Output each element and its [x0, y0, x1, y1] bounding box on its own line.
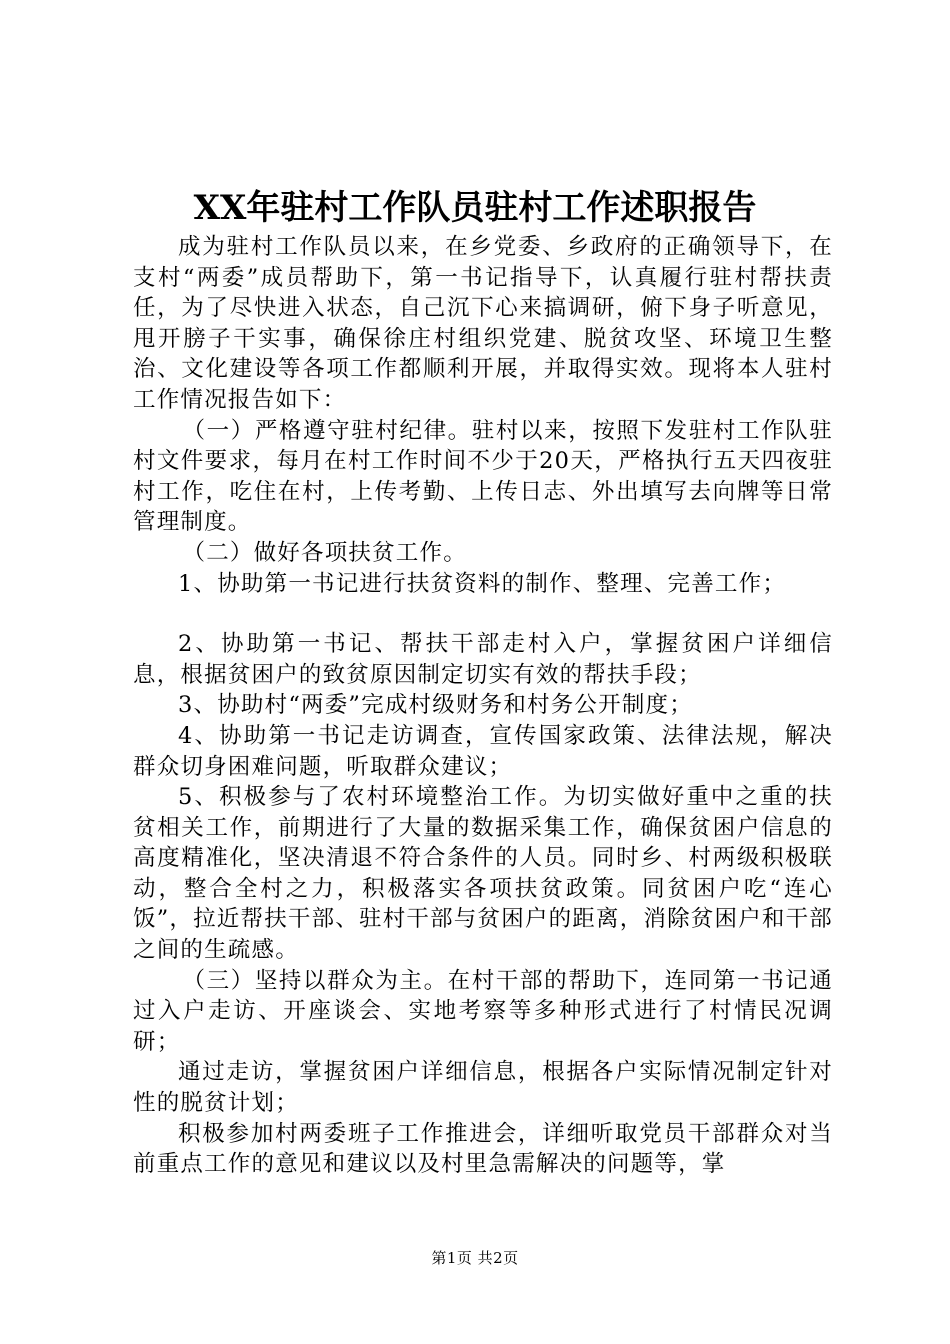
visit-paragraph: 通过走访，掌握贫困户详细信息，根据各户实际情况制定针对性的脱贫计划；: [133, 1059, 833, 1117]
list-item-5: 5、积极参与了农村环境整治工作。为切实做好重中之重的扶贫相关工作，前期进行了大量的数据采集工作，确保贫困户信息的高度精准化，坚决清退不符合条件的人员。同时乡、村两级积极联动，整合全村之力，积极落实各项扶贫政策。同贫困户吃“连心饭”，拉近帮扶干部、驻村干部与贫困户的距离，消除贫困户和干部之间的生疏感。: [133, 784, 834, 964]
document-title: XX年驻村工作队员驻村工作述职报告: [193, 188, 757, 228]
list-item-1: 1、协助第一书记进行扶贫资料的制作、整理、完善工作；: [178, 570, 787, 597]
section-one-paragraph: （一）严格遵守驻村纪律。驻村以来，按照下发驻村工作队驻村文件要求，每月在村工作时间不少于20天，严格执行五天四夜驻村工作，吃住在村，上传考勤、上传日志、外出填写去向牌等日常管理制度。: [133, 417, 833, 536]
list-item-2: 2、协助第一书记、帮扶干部走村入户，掌握贫困户详细信息，根据贫困户的致贫原因制定切实有效的帮扶手段；: [133, 631, 833, 688]
document-body: [133, 232, 833, 1180]
meeting-paragraph: 积极参加村两委班子工作推进会，详细听取党员干部群众对当前重点工作的意见和建议以及村里急需解决的问题等，掌: [133, 1120, 833, 1178]
list-item-3: 3、协助村“两委”完成村级财务和村务公开制度；: [178, 692, 693, 719]
section-three-paragraph: （三）坚持以群众为主。在村干部的帮助下，连同第一书记通过入户走访、开座谈会、实地考察等多种形式进行了村情民况调研；: [133, 967, 833, 1055]
intro-paragraph: 成为驻村工作队员以来，在乡党委、乡政府的正确领导下，在支村“两委”成员帮助下，第一书记指导下，认真履行驻村帮扶责任，为了尽快进入状态，自己沉下心来搞调研，俯下身子听意见，甩开膀子干实事，确保徐庄村组织党建、脱贫攻坚、环境卫生整治、文化建设等各项工作都顺利开展，并取得实效。现将本人驻村工作情况报告如下：: [133, 234, 833, 413]
page-number-footer: 第1页 共2页: [431, 1249, 519, 1267]
section-two-heading: （二）做好各项扶贫工作。: [182, 539, 467, 566]
list-item-4: 4、协助第一书记走访调查，宣传国家政策、法律法规，解决群众切身困难问题，听取群众建议；: [133, 722, 833, 780]
